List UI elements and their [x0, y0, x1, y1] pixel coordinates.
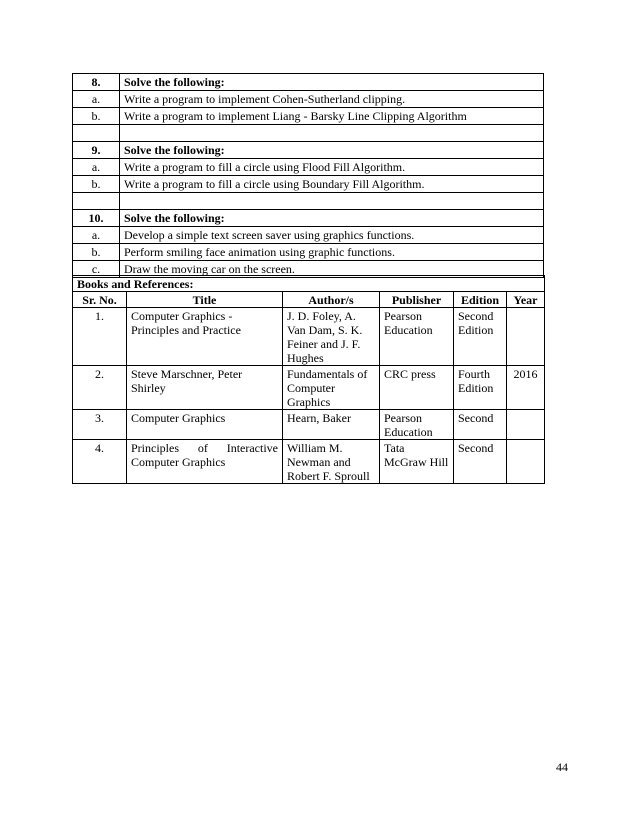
experiments-table: [72, 73, 544, 278]
experiment-item-row: [73, 176, 544, 193]
item-text: Draw the moving car on the screen.: [120, 261, 544, 278]
experiment-item-row: [73, 159, 544, 176]
header-title: Title: [127, 292, 283, 308]
cell-title: Computer Graphics - Principles and Practice: [127, 308, 283, 366]
cell-publisher: Pearson Education: [380, 410, 454, 440]
header-sr-no: Sr. No.: [73, 292, 127, 308]
item-label: b.: [73, 244, 120, 261]
experiment-item-row: [73, 108, 544, 125]
table-row: [73, 366, 545, 410]
cell-title: Principles of Interactive Computer Graphics: [127, 440, 283, 484]
cell-authors: Hearn, Baker: [283, 410, 380, 440]
spacer-row: [73, 125, 544, 142]
cell-year: 2016: [507, 366, 545, 410]
item-label: b.: [73, 176, 120, 193]
header-publisher: Publisher: [380, 292, 454, 308]
page-number: 44: [556, 760, 568, 774]
experiment-heading-row: [73, 74, 544, 91]
cell-edition: Second Edition: [454, 308, 507, 366]
item-label: c.: [73, 261, 120, 278]
cell-authors: J. D. Foley, A. Van Dam, S. K. Feiner and J. F. Hughes: [283, 308, 380, 366]
cell-edition: Second: [454, 410, 507, 440]
cell-year: [507, 440, 545, 484]
experiment-number: 10.: [73, 210, 120, 227]
experiment-heading-row: [73, 210, 544, 227]
item-label: a.: [73, 159, 120, 176]
experiment-heading: Solve the following:: [120, 210, 544, 227]
item-text: Perform smiling face animation using graphic functions.: [120, 244, 544, 261]
item-label: b.: [73, 108, 120, 125]
cell-publisher: Tata McGraw Hill: [380, 440, 454, 484]
cell-year: [507, 308, 545, 366]
spacer-row: [73, 193, 544, 210]
item-text: Write a program to implement Cohen-Sutherland clipping.: [120, 91, 544, 108]
cell-sr: 4.: [73, 440, 127, 484]
table-row: [73, 308, 545, 366]
experiment-item-row: [73, 244, 544, 261]
header-edition: Edition: [454, 292, 507, 308]
cell-title: Steve Marschner, Peter Shirley: [127, 366, 283, 410]
header-year: Year: [507, 292, 545, 308]
cell-year: [507, 410, 545, 440]
header-authors: Author/s: [283, 292, 380, 308]
experiment-number: 8.: [73, 74, 120, 91]
experiment-heading: Solve the following:: [120, 74, 544, 91]
item-text: Develop a simple text screen saver using graphics functions.: [120, 227, 544, 244]
cell-sr: 1.: [73, 308, 127, 366]
experiment-item-row: [73, 91, 544, 108]
cell-publisher: CRC press: [380, 366, 454, 410]
table-header-row: [73, 292, 545, 308]
cell-authors: William M. Newman and Robert F. Sproull: [283, 440, 380, 484]
books-caption: Books and References:: [73, 276, 545, 292]
item-label: a.: [73, 91, 120, 108]
table-row: [73, 410, 545, 440]
table-row: [73, 440, 545, 484]
table-caption-row: [73, 276, 545, 292]
experiment-heading-row: [73, 142, 544, 159]
cell-publisher: Pearson Education: [380, 308, 454, 366]
experiment-number: 9.: [73, 142, 120, 159]
item-text: Write a program to fill a circle using Boundary Fill Algorithm.: [120, 176, 544, 193]
cell-sr: 3.: [73, 410, 127, 440]
experiment-heading: Solve the following:: [120, 142, 544, 159]
cell-edition: Second: [454, 440, 507, 484]
item-label: a.: [73, 227, 120, 244]
experiment-item-row: [73, 227, 544, 244]
books-references-table: [72, 275, 545, 484]
cell-title: Computer Graphics: [127, 410, 283, 440]
cell-sr: 2.: [73, 366, 127, 410]
cell-edition: Fourth Edition: [454, 366, 507, 410]
cell-authors: Fundamentals of Computer Graphics: [283, 366, 380, 410]
item-text: Write a program to implement Liang - Barsky Line Clipping Algorithm: [120, 108, 544, 125]
item-text: Write a program to fill a circle using Flood Fill Algorithm.: [120, 159, 544, 176]
